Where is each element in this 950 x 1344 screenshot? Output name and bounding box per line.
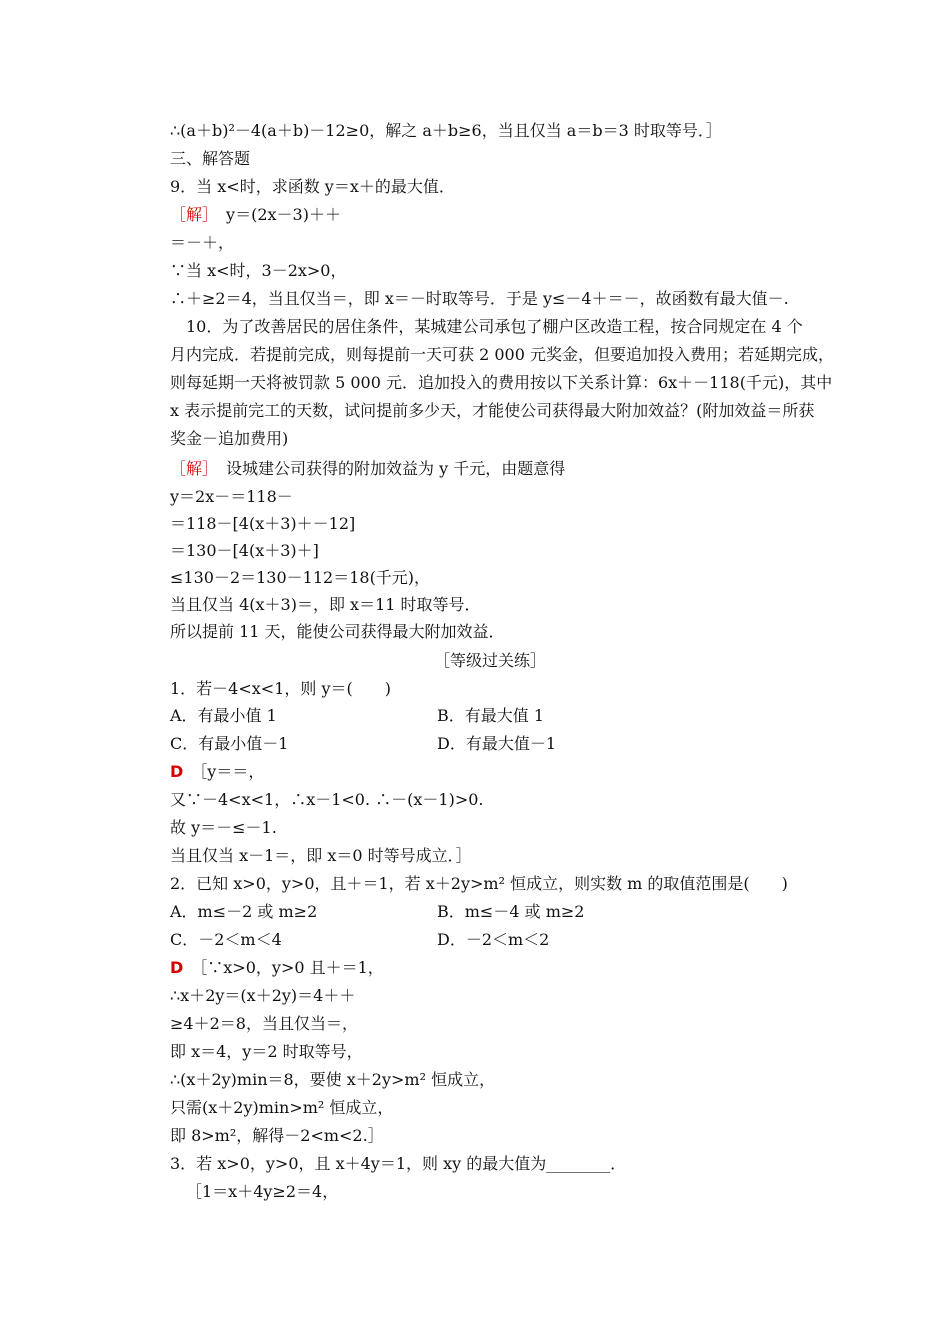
answer-letter: D xyxy=(170,958,184,977)
text-line xyxy=(170,204,341,226)
question-9: 9．当 x<时，求函数 y＝x＋的最大值． xyxy=(170,177,455,196)
section-heading: ［等级过关练］ xyxy=(434,651,547,670)
question-1: 1．若－4<x<1，则 y＝( ) xyxy=(170,679,391,698)
text-line: 又∵－4<x<1，∴x－1<0. ∴－(x－1)>0. xyxy=(170,790,484,809)
text-line: y＝2x－＝118－ xyxy=(170,487,293,506)
answer-text: ［∵x>0，y>0 且＋＝1， xyxy=(199,958,384,977)
text-line: 故 y＝－≤－1. xyxy=(170,818,277,837)
text-line: ∴(x＋2y)min＝8，要使 x＋2y>m² 恒成立， xyxy=(170,1070,496,1089)
text-line: 奖金－追加费用) xyxy=(170,429,289,448)
solution-text: y＝(2x－3)＋＋ xyxy=(226,205,341,224)
option-c: C．－2＜m＜4 xyxy=(170,930,282,949)
question-10: 10．为了改善居民的居住条件，某城建公司承包了棚户区改造工程，按合同规定在 4 个 xyxy=(186,317,803,336)
option-a: A．m≤－2 或 m≥2 xyxy=(170,902,318,921)
text-line: ∴(a＋b)²－4(a＋b)－12≥0，解之 a＋b≥6，当且仅当 a＝b＝3 时取等号．］ xyxy=(170,121,722,140)
text-line: 只需(x＋2y)min>m² 恒成立， xyxy=(170,1098,394,1117)
text-line: x 表示提前完工的天数，试问提前多少天，才能使公司获得最大附加效益？(附加效益＝所获 xyxy=(170,401,815,420)
text-line: 即 x＝4，y＝2 时取等号， xyxy=(170,1042,363,1061)
option-a: A．有最小值 1 xyxy=(170,706,277,725)
text-line xyxy=(170,458,565,480)
answer-letter: D xyxy=(170,762,184,781)
answer-line xyxy=(170,761,264,783)
text-line: 当且仅当 x－1＝，即 x＝0 时等号成立．］ xyxy=(170,846,472,865)
text-line: ≤130－2＝130－112＝18(千元)， xyxy=(170,568,431,587)
option-c: C．有最小值－1 xyxy=(170,734,289,753)
text-line: 月内完成．若提前完成，则每提前一天可获 2 000 元奖金，但要追加投入费用；若延期完成， xyxy=(170,345,834,364)
solution-tag: ［解］ xyxy=(170,459,211,478)
text-line: 所以提前 11 天，能使公司获得最大附加效益． xyxy=(170,622,505,641)
answer-text: ［y＝＝， xyxy=(199,762,265,781)
text-line: 即 8>m²，解得－2<m<2.］ xyxy=(170,1126,384,1145)
text-line: 当且仅当 4(x＋3)＝，即 x＝11 时取等号． xyxy=(170,595,481,614)
text-line: ＝118－[4(x＋3)＋－12] xyxy=(170,514,356,533)
answer-line xyxy=(170,957,384,979)
question-3: 3．若 x>0，y>0，且 x＋4y＝1，则 xy 的最大值为________． xyxy=(170,1154,627,1173)
option-b: B．有最大值 1 xyxy=(437,706,545,725)
section-heading: 三、解答题 xyxy=(170,149,251,168)
question-2: 2．已知 x>0，y>0，且＋＝1，若 x＋2y>m² 恒成立，则实数 m 的取值范围是( ) xyxy=(170,874,788,893)
option-d: D．有最大值－1 xyxy=(437,734,557,753)
text-line: ＝－＋， xyxy=(170,233,235,252)
text-line: ∵当 x<时，3－2x>0， xyxy=(170,261,347,280)
text-line: ［1＝x＋4y≥2＝4， xyxy=(186,1182,339,1201)
text-line: 则每延期一天将被罚款 5 000 元．追加投入的费用按以下关系计算：6x＋－118(千元)，其中 xyxy=(170,373,833,392)
text-line: ≥4＋2＝8，当且仅当＝， xyxy=(170,1014,358,1033)
option-b: B．m≤－4 或 m≥2 xyxy=(437,902,585,921)
option-d: D．－2＜m＜2 xyxy=(437,930,550,949)
text-line: ∴＋≥2＝4，当且仅当＝，即 x＝－时取等号．于是 y≤－4＋＝－，故函数有最大值－. xyxy=(170,289,789,308)
text-line: ＝130－[4(x＋3)＋] xyxy=(170,541,319,560)
solution-tag: ［解］ xyxy=(170,205,211,224)
text-line: ∴x＋2y＝(x＋2y)＝4＋＋ xyxy=(170,986,356,1005)
solution-text: 设城建公司获得的附加效益为 y 千元，由题意得 xyxy=(226,459,566,478)
